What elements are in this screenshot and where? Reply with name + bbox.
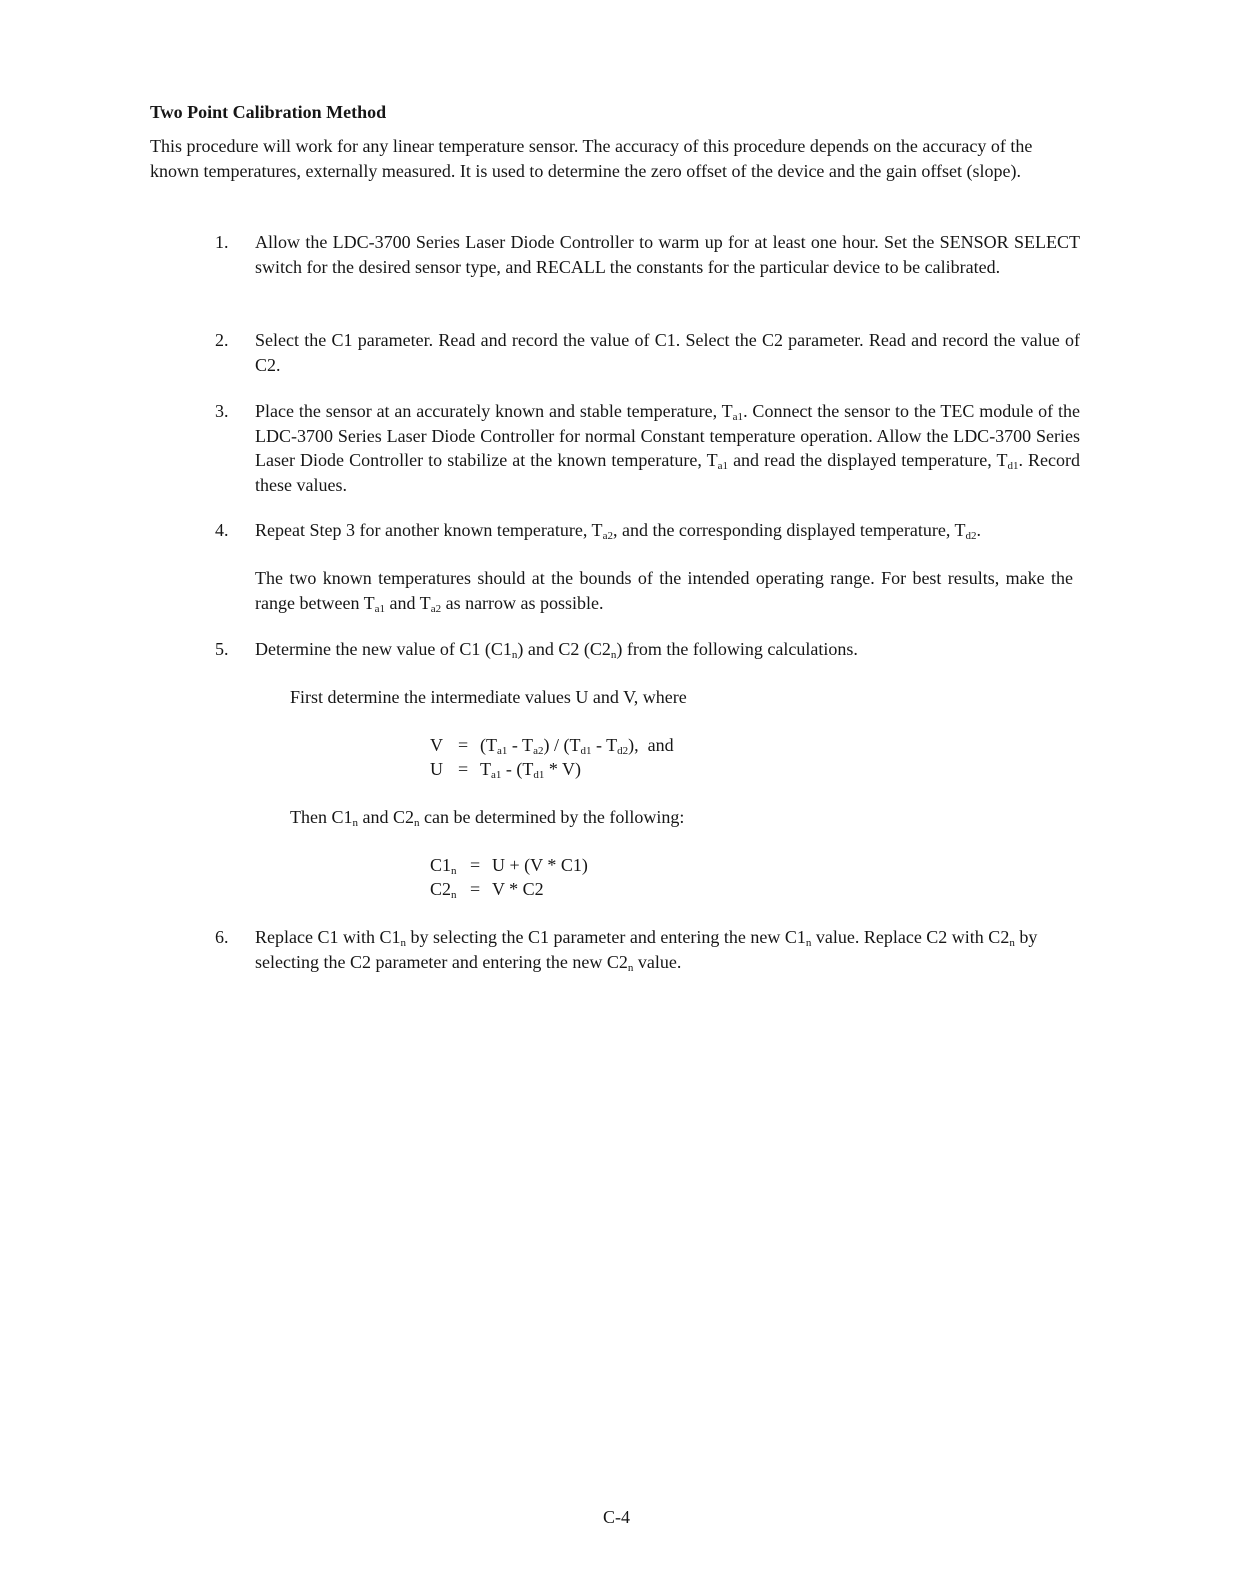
equals-sign: = xyxy=(470,855,481,875)
step-text-part: ) from the following calculations. xyxy=(616,639,858,659)
equation-u xyxy=(430,757,674,781)
subscript: n xyxy=(1009,937,1015,949)
equation-lhs xyxy=(430,877,470,901)
step-text-part: by selecting the C2 parameter and entering the new C2 xyxy=(255,927,1038,972)
subscript: d1 xyxy=(580,745,592,757)
step-text: Select the C1 parameter. Read and record the value of C1. Select the C2 parameter. Read and record the value of C2. xyxy=(255,330,1080,375)
uv-equations xyxy=(430,733,674,781)
c-equations xyxy=(430,853,588,901)
note-text-part: and T xyxy=(385,592,431,613)
step-number: 1. xyxy=(215,232,229,252)
step-text-part: value. xyxy=(633,951,682,972)
subscript: a1 xyxy=(717,460,728,472)
subscript: n xyxy=(414,817,420,829)
subscript: n xyxy=(805,937,812,949)
equation-c1n xyxy=(430,853,588,877)
equation-part: (T xyxy=(480,735,497,755)
step-text: Allow the LDC-3700 Series Laser Diode Controller to warm up for at least one hour. Set the SENSOR SELECT switch for the desired sensor type, and RECALL the constants for the particular device to be calibrated. xyxy=(255,232,1080,277)
note-text-part: as narrow as possible. xyxy=(441,592,604,613)
lhs-base: C2 xyxy=(430,879,452,899)
text-part: and C2 xyxy=(358,807,414,827)
subscript: n xyxy=(451,865,457,877)
step-text-part: Replace C1 with C1 xyxy=(255,927,401,947)
equation-part: - T xyxy=(507,735,534,755)
step-6 xyxy=(150,925,1080,974)
step-text-part: value. Replace C2 with C2 xyxy=(811,927,1010,947)
step-text-part: and read the displayed temperature, T xyxy=(728,450,1008,470)
subscript: a1 xyxy=(732,411,744,423)
text-part: can be determined by the following: xyxy=(419,807,685,827)
step-text-part: . Record these values. xyxy=(255,450,1080,495)
then-intro xyxy=(290,805,684,829)
step-text xyxy=(255,518,1080,543)
step-number: 4. xyxy=(215,520,229,540)
subscript: d1 xyxy=(1007,460,1019,472)
step-1 xyxy=(150,230,1080,279)
equation-part: * V) xyxy=(544,759,582,779)
equation-lhs xyxy=(430,853,470,877)
subscript: a2 xyxy=(533,745,544,757)
equation-part: ) / (T xyxy=(543,735,581,755)
step-5 xyxy=(150,637,1080,662)
equation-part: - (T xyxy=(501,759,534,779)
step-number: 5. xyxy=(215,639,229,659)
step-4 xyxy=(150,518,1080,543)
step-text-part: . xyxy=(976,520,982,540)
equation-v xyxy=(430,733,674,757)
note-text-part: The two known temperatures should at the bounds of the intended operating range. For best results, make the range between T xyxy=(255,568,1073,613)
step-text-part: Determine the new value of C1 (C1 xyxy=(255,639,512,659)
subscript: n xyxy=(451,889,457,901)
step-text xyxy=(255,637,1080,662)
subscript: n xyxy=(352,817,358,829)
subscript: d2 xyxy=(965,530,977,542)
subscript: a1 xyxy=(374,602,386,615)
section-heading: Two Point Calibration Method xyxy=(150,102,387,122)
step-text xyxy=(255,925,1080,974)
step-3 xyxy=(150,399,1080,497)
step-text-part: Repeat Step 3 for another known temperature, T xyxy=(255,520,603,540)
equation-lhs: V xyxy=(430,735,443,755)
step-text-part: ) and C2 (C2 xyxy=(517,639,611,659)
intro-paragraph: This procedure will work for any linear temperature sensor. The accuracy of this procedure depends on the accuracy of the known temperatures, externally measured. It is used to determine the zero offset of the device and the gain offset (slope). xyxy=(150,136,1033,181)
equation-part: ), and xyxy=(628,735,674,755)
text-part: Then C1 xyxy=(290,807,353,827)
equals-sign: = xyxy=(470,879,481,899)
subscript: a1 xyxy=(497,745,508,757)
step-number: 2. xyxy=(215,330,229,350)
equation-rhs: V * C2 xyxy=(492,879,544,899)
subscript: n xyxy=(610,649,617,661)
equals-sign: = xyxy=(458,759,469,779)
step-number: 3. xyxy=(215,401,229,421)
equation-part: - T xyxy=(591,735,618,755)
subscript: d2 xyxy=(617,745,629,757)
subscript: n xyxy=(627,961,634,974)
subscript: a2 xyxy=(430,602,442,615)
equation-lhs: U xyxy=(430,759,443,779)
page-number: C-4 xyxy=(603,1507,630,1527)
equation-rhs: U + (V * C1) xyxy=(492,855,588,875)
subscript: a1 xyxy=(491,769,502,781)
step-2 xyxy=(150,328,1080,377)
step-text xyxy=(255,399,1080,497)
equation-c2n xyxy=(430,877,588,901)
step-text-part: by selecting the C1 parameter and entering the new C1 xyxy=(405,927,806,947)
step-text-part: , and the corresponding displayed temperature, T xyxy=(612,520,966,540)
equation-part: T xyxy=(480,759,491,779)
subscript: n xyxy=(400,937,406,949)
subscript: d1 xyxy=(533,769,545,781)
subscript: a2 xyxy=(602,530,613,542)
lhs-base: C1 xyxy=(430,855,452,875)
step-text-part: Place the sensor at an accurately known and stable temperature, T xyxy=(255,401,733,421)
step-number: 6. xyxy=(215,927,229,947)
subscript: n xyxy=(511,649,518,661)
intermediate-intro: First determine the intermediate values U and V, where xyxy=(290,687,687,707)
step-text-part: . Connect the sensor to the TEC module of the LDC-3700 Series Laser Diode Controller for normal Constant temperature operation. Allow the LDC-3700 Series Laser Diode Controller to stabilize at the known temperature, T xyxy=(255,401,1080,470)
equals-sign: = xyxy=(458,735,469,755)
range-note xyxy=(255,566,1073,615)
